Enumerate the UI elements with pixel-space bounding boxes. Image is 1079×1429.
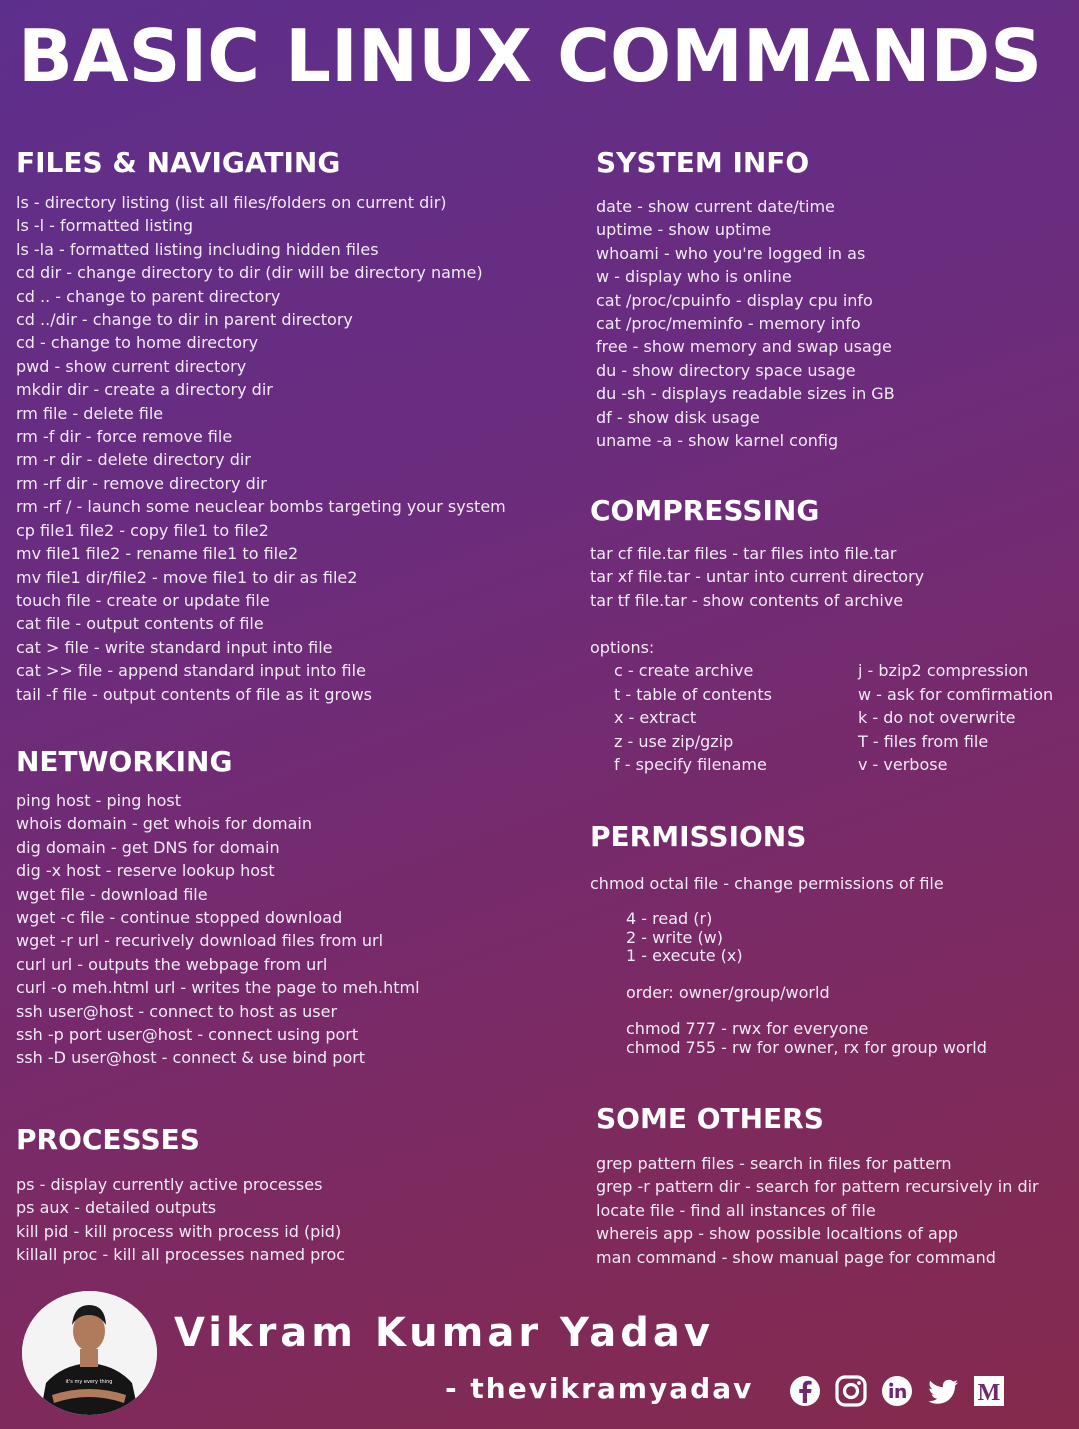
command-row: whois domain - get whois for domain: [16, 814, 312, 834]
command-row: ssh -p port user@host - connect using port: [16, 1025, 359, 1045]
command-row: du - show directory space usage: [596, 360, 856, 380]
processes-command-list: [16, 1173, 345, 1267]
command-row: cd ../dir - change to dir in parent directory: [16, 310, 353, 330]
command-row: pwd - show current directory: [16, 356, 247, 376]
command-row: uname -a - show karnel config: [596, 431, 839, 451]
options-right-list: [858, 659, 1053, 777]
command-row: rm -r dir - delete directory dir: [16, 450, 251, 470]
avatar-shirt-text: it's my every thing: [65, 1379, 113, 1385]
command-row: cat >> file - append standard input into file: [16, 661, 366, 681]
compressing-command-list: [590, 542, 924, 612]
options-left-list: [614, 659, 772, 777]
heading-compressing: COMPRESSING: [590, 494, 820, 527]
command-row: rm -f dir - force remove file: [16, 427, 233, 447]
command-row: tar tf file.tar - show contents of archive: [590, 590, 904, 610]
command-row: curl -o meh.html url - writes the page to meh.html: [16, 978, 420, 998]
command-row: tar cf file.tar files - tar files into file.tar: [590, 544, 897, 563]
system-command-list: [596, 195, 895, 452]
command-row: ls -la - formatted listing including hidden files: [16, 239, 379, 259]
command-row: rm -rf / - launch some neuclear bombs targeting your system: [16, 497, 506, 517]
heading-system-info: SYSTEM INFO: [596, 146, 810, 179]
command-row: ps - display currently active processes: [16, 1175, 323, 1194]
heading-permissions: PERMISSIONS: [590, 820, 807, 853]
command-row: whoami - who you're logged in as: [596, 243, 866, 263]
command-row: cd - change to home directory: [16, 333, 259, 353]
command-row: w - display who is online: [596, 267, 792, 287]
option-row: v - verbose: [858, 755, 948, 774]
command-row: touch file - create or update file: [16, 590, 270, 610]
page-title: BASIC LINUX COMMANDS: [18, 14, 1043, 98]
command-row: rm file - delete file: [16, 403, 164, 423]
option-row: x - extract: [614, 708, 697, 727]
facebook-icon[interactable]: [788, 1374, 822, 1408]
command-row: mkdir dir - create a directory dir: [16, 380, 273, 400]
permission-examples-list: [626, 1020, 987, 1057]
command-row: cd dir - change directory to dir (dir will be directory name): [16, 263, 483, 283]
command-row: mv file1 dir/file2 - move file1 to dir as file2: [16, 567, 358, 587]
command-row: tar xf file.tar - untar into current directory: [590, 567, 925, 587]
command-row: locate file - find all instances of file: [596, 1200, 876, 1220]
option-row: w - ask for comfirmation: [858, 684, 1054, 704]
permission-mode-row: 2 - write (w): [626, 927, 724, 947]
option-row: j - bzip2 compression: [858, 661, 1029, 680]
medium-logo-letter: M: [977, 1380, 1001, 1406]
option-row: z - use zip/gzip: [614, 731, 734, 751]
chmod-example-row: chmod 755 - rw for owner, rx for group world: [626, 1037, 987, 1057]
command-row: mv file1 file2 - rename file1 to file2: [16, 544, 299, 564]
command-row: wget -r url - recurively download files from url: [16, 931, 384, 951]
author-name: Vikram Kumar Yadav: [174, 1310, 714, 1356]
command-row: dig -x host - reserve lookup host: [16, 861, 275, 881]
heading-processes: PROCESSES: [16, 1123, 200, 1156]
others-command-list: [596, 1152, 1039, 1269]
heading-some-others: SOME OTHERS: [596, 1102, 824, 1135]
command-row: du -sh - displays readable sizes in GB: [596, 384, 895, 404]
command-row: rm -rf dir - remove directory dir: [16, 473, 267, 493]
linkedin-icon[interactable]: [880, 1374, 914, 1408]
command-row: ssh user@host - connect to host as user: [16, 1001, 338, 1021]
command-row: uptime - show uptime: [596, 220, 772, 240]
heading-files: FILES & NAVIGATING: [16, 146, 341, 179]
command-row: df - show disk usage: [596, 407, 760, 427]
command-row: ps aux - detailed outputs: [16, 1198, 217, 1218]
instagram-icon[interactable]: [834, 1374, 868, 1408]
command-row: cat /proc/meminfo - memory info: [596, 314, 861, 334]
option-row: T - files from file: [858, 731, 989, 751]
command-row: ping host - ping host: [16, 791, 181, 810]
option-row: t - table of contents: [614, 684, 772, 704]
command-row: cat /proc/cpuinfo - display cpu info: [596, 290, 873, 310]
command-row: ls - directory listing (list all files/folders on current dir): [16, 193, 447, 212]
option-row: f - specify filename: [614, 755, 767, 774]
command-row: grep pattern files - search in files for pattern: [596, 1154, 952, 1173]
command-row: kill pid - kill process with process id (pid): [16, 1221, 342, 1241]
heading-networking: NETWORKING: [16, 745, 233, 778]
command-row: cat > file - write standard input into file: [16, 637, 333, 657]
permission-modes-list: [626, 910, 743, 966]
command-row: dig domain - get DNS for domain: [16, 837, 280, 857]
permissions-intro: chmod octal file - change permissions of file: [590, 874, 944, 893]
permission-mode-row: 4 - read (r): [626, 909, 713, 928]
chmod-example-row: chmod 777 - rwx for everyone: [626, 1019, 869, 1038]
files-command-list: [16, 191, 506, 706]
options-label: options:: [590, 638, 655, 657]
option-row: k - do not overwrite: [858, 708, 1016, 727]
command-row: cd .. - change to parent directory: [16, 286, 281, 306]
command-row: grep -r pattern dir - search for pattern recursively in dir: [596, 1177, 1039, 1197]
command-row: cat file - output contents of file: [16, 614, 264, 634]
command-row: ssh -D user@host - connect & use bind port: [16, 1048, 366, 1068]
author-avatar: [22, 1291, 157, 1415]
medium-icon[interactable]: [972, 1374, 1006, 1408]
command-row: curl url - outputs the webpage from url: [16, 954, 328, 974]
permission-mode-row: 1 - execute (x): [626, 946, 743, 965]
command-row: wget -c file - continue stopped download: [16, 908, 343, 928]
command-row: killall proc - kill all processes named proc: [16, 1245, 346, 1265]
command-row: tail -f file - output contents of file as it grows: [16, 684, 372, 704]
option-row: c - create archive: [614, 661, 754, 680]
social-links: [788, 1374, 1006, 1408]
command-row: wget file - download file: [16, 884, 208, 904]
networking-command-list: [16, 789, 420, 1070]
command-row: free - show memory and swap usage: [596, 337, 892, 357]
command-row: date - show current date/time: [596, 197, 835, 216]
twitter-icon[interactable]: [926, 1374, 960, 1408]
permissions-order: order: owner/group/world: [626, 983, 830, 1002]
command-row: man command - show manual page for command: [596, 1247, 996, 1267]
command-row: whereis app - show possible localtions of app: [596, 1224, 959, 1244]
command-row: cp file1 file2 - copy file1 to file2: [16, 520, 269, 540]
author-handle: - thevikramyadav: [445, 1372, 754, 1405]
command-row: ls -l - formatted listing: [16, 216, 194, 236]
